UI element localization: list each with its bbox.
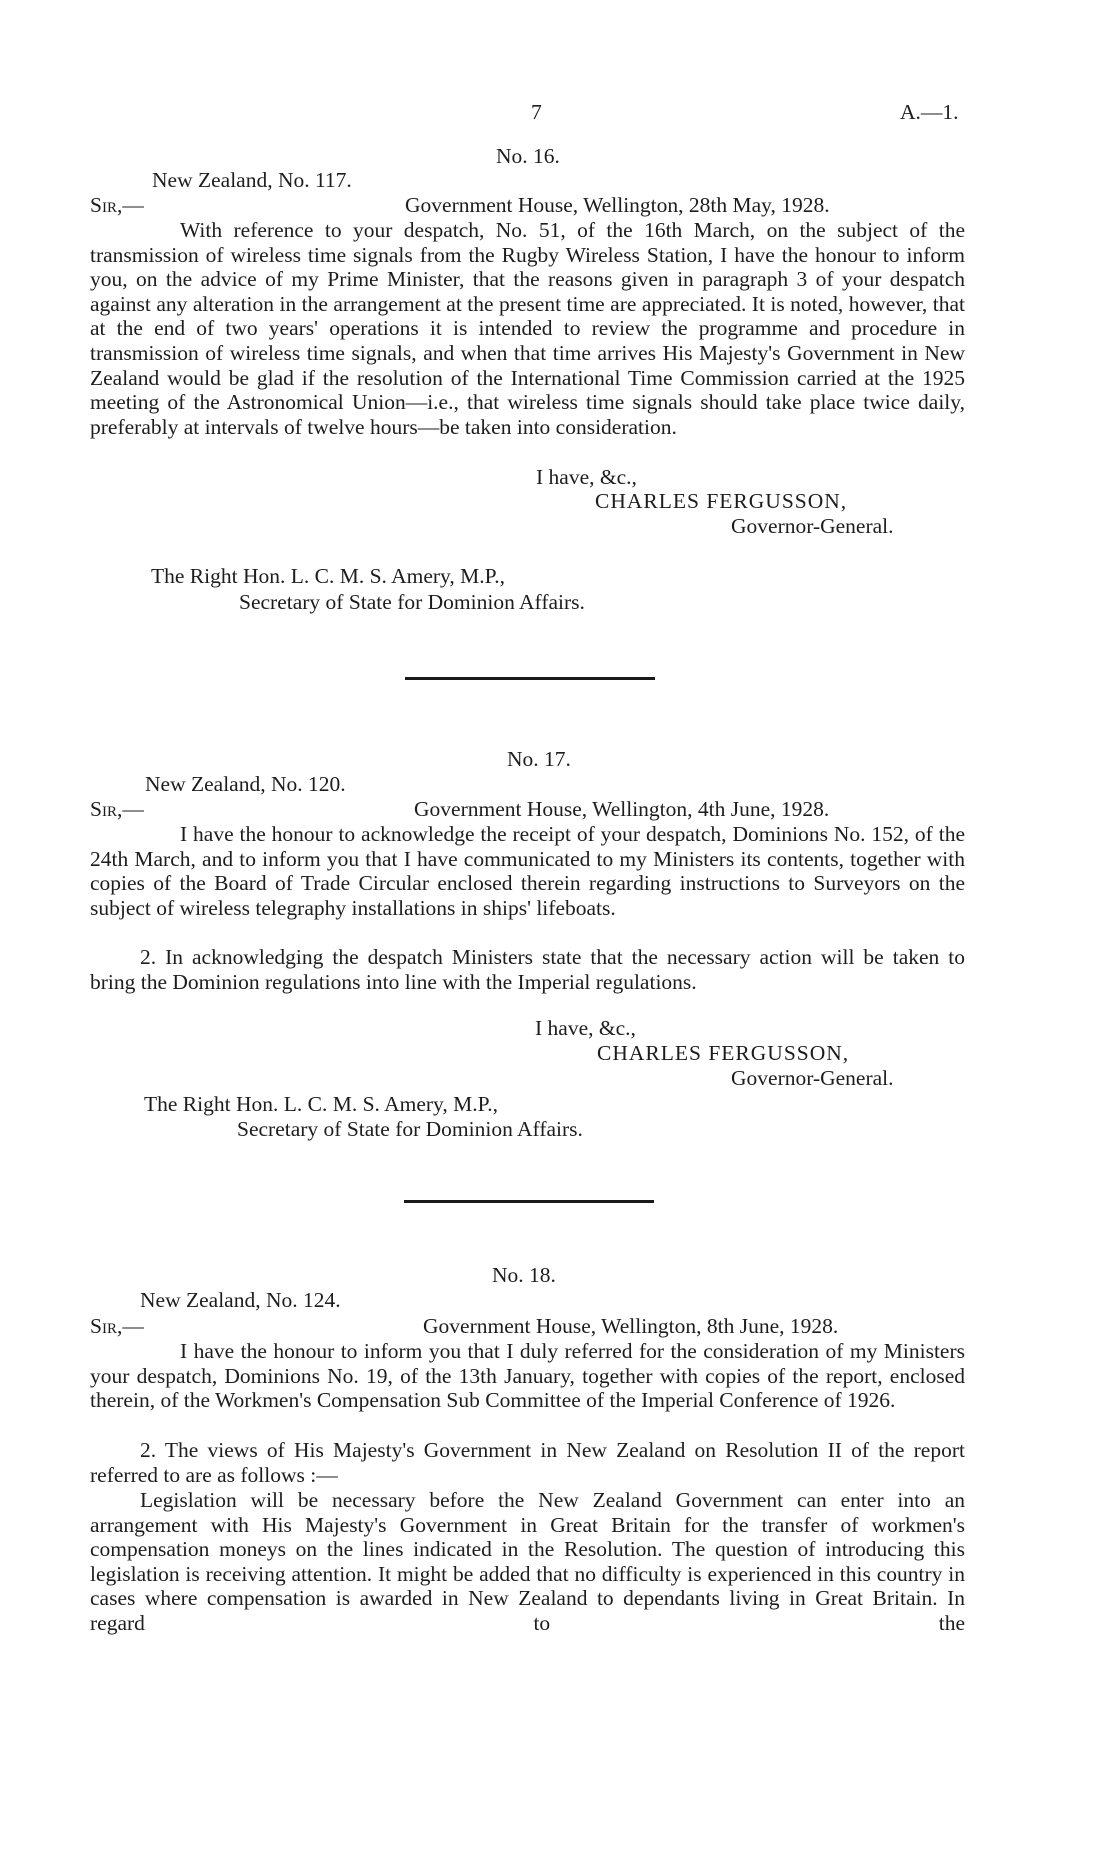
salutation: Sir,— (90, 797, 144, 821)
signature-title: Governor-General. (731, 514, 894, 538)
letter-paragraph: I have the honour to acknowledge the receipt of your despatch, Dominions No. 152, of the 24th March, and to inform you that I have communicated to my Ministers its contents, together with copies of the Board of Trade Circular enclosed therein regarding instructions to Surveyors on the subject of wireless telegraphy installations in ships' lifeboats. (90, 822, 965, 920)
addressee: The Right Hon. L. C. M. S. Amery, M.P., (144, 1092, 498, 1116)
letter-from: New Zealand, No. 117. (152, 168, 352, 192)
section-divider (404, 1200, 654, 1203)
letter-number: No. 18. (492, 1263, 556, 1287)
page-reference: A.—1. (900, 100, 959, 124)
letter-from: New Zealand, No. 120. (145, 772, 346, 796)
signature: CHARLES FERGUSSON, (597, 1041, 850, 1065)
salutation: Sir,— (90, 1314, 144, 1338)
letter-number: No. 16. (496, 144, 560, 168)
letter-paragraph: Legislation will be necessary before the New Zealand Government can enter into an arrangement with His Majesty's Government in Great Britain for the transfer of workmen's compensation moneys on the lines indicated in the Resolution. The question of introducing this legislation is receiving attention. It might be added that no difficulty is experienced in this country in cases where compensation is awarded in New Zealand to dependants living in Great Britain. In regard to the (90, 1488, 965, 1635)
letter-number: No. 17. (507, 747, 571, 771)
letter-paragraph: 2. In acknowledging the despatch Ministers state that the necessary action will be taken to bring the Dominion regulations into line with the Imperial regulations. (90, 945, 965, 994)
closing: I have, &c., (536, 465, 637, 489)
letter-from: New Zealand, No. 124. (140, 1288, 341, 1312)
signature: CHARLES FERGUSSON, (595, 489, 848, 513)
addressee-title: Secretary of State for Dominion Affairs. (239, 590, 585, 614)
letter-paragraph: 2. The views of His Majesty's Government in New Zealand on Resolution II of the report referred to are as follows :— (90, 1438, 965, 1487)
closing: I have, &c., (535, 1016, 636, 1040)
page-number: 7 (531, 100, 542, 124)
letter-paragraph: I have the honour to inform you that I duly referred for the consideration of my Ministers your despatch, Dominions No. 19, of the 13th January, together with copies of the report, enclosed therein, of the Workmen's Compensation Sub Committee of the Imperial Conference of 1926. (90, 1339, 965, 1413)
letter-address: Government House, Wellington, 4th June, 1928. (414, 797, 830, 821)
letter-address: Government House, Wellington, 8th June, 1928. (423, 1314, 839, 1338)
letter-paragraph: With reference to your despatch, No. 51, of the 16th March, on the subject of the transmission of wireless time signals from the Rugby Wireless Station, I have the honour to inform you, on the advice of my Prime Minister, that the reasons given in paragraph 3 of your despatch against any alteration in the arrangement at the present time are appreciated. It is noted, however, that at the end of two years' operations it is intended to review the programme and procedure in transmission of wireless time signals, and when that time arrives His Majesty's Government in New Zealand would be glad if the resolution of the International Time Commission carried at the 1925 meeting of the Astronomical Union—i.e., that wireless time signals should take place twice daily, preferably at intervals of twelve hours—be taken into consideration. (90, 218, 965, 439)
addressee: The Right Hon. L. C. M. S. Amery, M.P., (151, 564, 505, 588)
salutation: Sir,— (90, 193, 144, 217)
signature-title: Governor-General. (731, 1066, 894, 1090)
letter-address: Government House, Wellington, 28th May, 1928. (405, 193, 830, 217)
addressee-title: Secretary of State for Dominion Affairs. (237, 1117, 583, 1141)
section-divider (405, 677, 655, 680)
